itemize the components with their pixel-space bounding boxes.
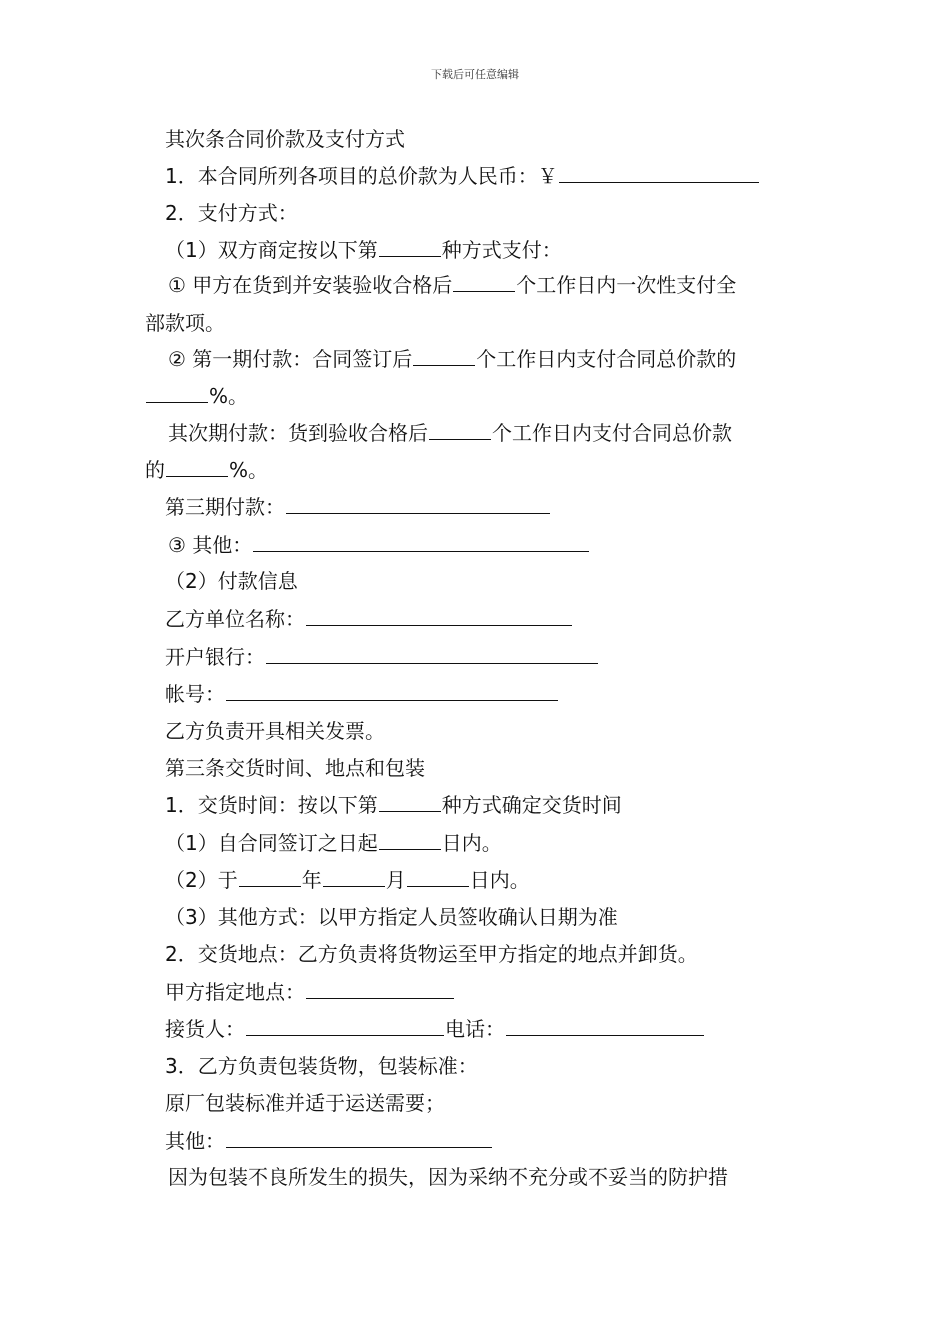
- third-payment-label: 第三期付款：: [165, 495, 285, 519]
- account-label: 帐号：: [165, 682, 225, 706]
- de-char: 的: [145, 458, 165, 482]
- delivery-time-line: [165, 793, 622, 817]
- second-payment-line: [168, 421, 732, 445]
- total-price-line: [165, 164, 760, 188]
- total-price-blank[interactable]: [559, 164, 759, 183]
- third-payment-blank[interactable]: [286, 495, 550, 514]
- choice-suffix: 种方式支付：: [441, 238, 562, 262]
- designated-place-label: 甲方指定地点：: [165, 980, 305, 1004]
- day-blank[interactable]: [407, 868, 469, 887]
- party-b-name-label: 乙方单位名称：: [165, 607, 305, 631]
- second-payment-text-cont: 个工作日内支付合同总价款: [492, 421, 732, 445]
- option2-text: ② 第一期付款：合同签订后: [168, 347, 413, 371]
- packaging-standard-line: 原厂包装标准并适于运送需要；: [165, 1091, 445, 1115]
- payment-method-blank[interactable]: [379, 238, 441, 257]
- option3-line: [168, 533, 590, 557]
- second-payment-days-blank[interactable]: [429, 421, 491, 440]
- option3-blank[interactable]: [253, 533, 589, 552]
- month-label: 月: [385, 868, 406, 892]
- bank-label: 开户银行：: [165, 645, 265, 669]
- option1-text-cont: 个工作日内一次性支付全: [516, 273, 737, 297]
- month-blank[interactable]: [323, 868, 385, 887]
- packaging-loss-line: 因为包装不良所发生的损失，因为采纳不充分或不妥当的防护措: [168, 1165, 728, 1189]
- page-header: 下载后可任意编辑: [431, 68, 519, 81]
- designated-place-blank[interactable]: [306, 980, 454, 999]
- option2-percent-blank[interactable]: [146, 384, 208, 403]
- second-payment-percent-line: [145, 458, 268, 482]
- second-payment-percent-blank[interactable]: [166, 458, 228, 477]
- section-title-payment: 其次条合同价款及支付方式: [165, 127, 405, 151]
- delivery-option1-suffix: 日内。: [441, 831, 502, 855]
- payment-method-heading: 2．支付方式：: [165, 201, 298, 225]
- delivery-option1-line: [165, 831, 502, 855]
- section-title-delivery: 第三条交货时间、地点和包装: [165, 756, 425, 780]
- delivery-option2-line: [165, 868, 530, 892]
- account-line: [165, 682, 559, 706]
- third-payment-line: [165, 495, 551, 519]
- option3-label: ③ 其他：: [168, 533, 253, 557]
- payment-method-choice-line: [165, 238, 562, 262]
- percent-sign: %。: [209, 384, 249, 408]
- packaging-other-blank[interactable]: [226, 1129, 492, 1148]
- delivery-time-text-cont: 种方式确定交货时间: [441, 793, 622, 817]
- payment-info-heading: （2）付款信息: [165, 569, 298, 593]
- delivery-method-blank[interactable]: [379, 793, 441, 812]
- option1-text: ① 甲方在货到并安装验收合格后: [168, 273, 453, 297]
- party-b-name-blank[interactable]: [306, 607, 572, 626]
- packaging-other-label: 其他：: [165, 1129, 225, 1153]
- option2-percent-line: [145, 384, 248, 408]
- option2-text-cont: 个工作日内支付合同总价款的: [476, 347, 737, 371]
- delivery-place-line: 2．交货地点：乙方负责将货物运至甲方指定的地点并卸货。: [165, 942, 698, 966]
- designated-place-line: [165, 980, 455, 1004]
- delivery-option2-prefix: （2）于: [165, 868, 238, 892]
- percent-sign-2: %。: [229, 458, 269, 482]
- option1-line: [168, 273, 736, 297]
- year-blank[interactable]: [239, 868, 301, 887]
- delivery-days-blank[interactable]: [379, 831, 441, 850]
- receiver-blank[interactable]: [246, 1017, 444, 1036]
- phone-label: 电话：: [445, 1017, 505, 1041]
- packaging-other-line: [165, 1129, 493, 1153]
- choice-prefix: （1）双方商定按以下第: [165, 238, 378, 262]
- delivery-option2-suffix: 日内。: [469, 868, 530, 892]
- option1-line-2: 部款项。: [145, 311, 225, 335]
- option2-line: [168, 347, 736, 371]
- option1-days-blank[interactable]: [453, 273, 515, 292]
- delivery-time-text: 1．交货时间：按以下第: [165, 793, 378, 817]
- phone-blank[interactable]: [506, 1017, 704, 1036]
- bank-blank[interactable]: [266, 645, 598, 664]
- packaging-line: 3．乙方负责包装货物，包装标准：: [165, 1054, 478, 1078]
- receiver-label: 接货人：: [165, 1017, 245, 1041]
- total-price-label: 1．本合同所列各项目的总价款为人民币：￥: [165, 164, 558, 188]
- receiver-line: [165, 1017, 705, 1041]
- invoice-line: 乙方负责开具相关发票。: [165, 719, 385, 743]
- second-payment-text: 其次期付款：货到验收合格后: [168, 421, 428, 445]
- delivery-option1-text: （1）自合同签订之日起: [165, 831, 378, 855]
- option2-days-blank[interactable]: [413, 347, 475, 366]
- delivery-option3-line: （3）其他方式：以甲方指定人员签收确认日期为准: [165, 905, 618, 929]
- party-b-name-line: [165, 607, 573, 631]
- year-label: 年: [301, 868, 322, 892]
- account-blank[interactable]: [226, 682, 558, 701]
- bank-line: [165, 645, 599, 669]
